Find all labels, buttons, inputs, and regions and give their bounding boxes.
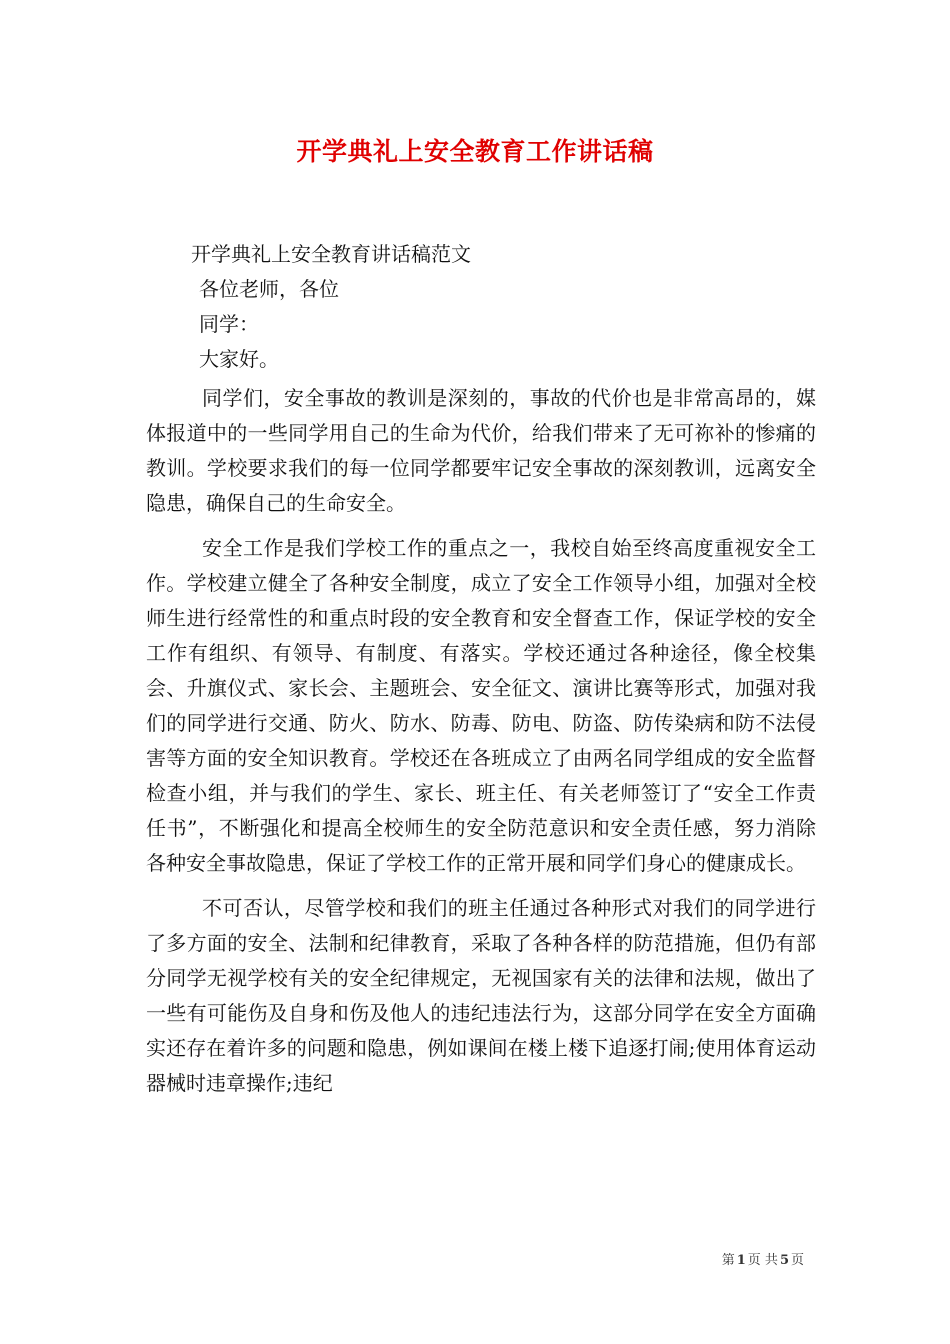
salutation-line-2: 同学： <box>199 312 259 336</box>
footer-prefix: 第 <box>721 1253 735 1268</box>
page-footer <box>722 1249 804 1268</box>
paragraph-3: 不可否认，尽管学校和我们的班主任通过各种形式对我们的同学进行了多方面的安全、法制和纪律教育，采取了各种各样的防范措施，但仍有部分同学无视学校有关的安全纪律规定，无视国家有关的法律和法规，做出了一些有可能伤及自身和伤及他人的违纪违法行为，这部分同学在安全方面确实还存在着许多的问题和隐患，例如课间在楼上楼下追逐打闹;使用体育运动器械时违章操作;违纪 <box>146 896 816 1095</box>
document-title: 开学典礼上安全教育工作讲话稿 <box>296 137 654 166</box>
greeting-line: 大家好。 <box>199 347 279 371</box>
footer-middle: 页 共 <box>747 1253 778 1268</box>
salutation-line: 各位老师，各位 <box>199 277 339 301</box>
footer-total-pages: 5 <box>779 1253 789 1268</box>
document-body <box>146 237 816 1101</box>
footer-suffix: 页 <box>790 1253 804 1268</box>
paragraph-2: 安全工作是我们学校工作的重点之一，我校自始至终高度重视安全工作。学校建立健全了各种安全制度，成立了安全工作领导小组，加强对全校师生进行经常性的和重点时段的安全教育和安全督查工作，保证学校的安全工作有组织、有领导、有制度、有落实。学校还通过各种途径，像全校集会、升旗仪式、家长会、主题班会、安全征文、演讲比赛等形式，加强对我们的同学进行交通、防火、防水、防毒、防电、防盗、防传染病和防不法侵害等方面的安全知识教育。学校还在各班成立了由两名同学组成的安全监督检查小组，并与我们的学生、家长、班主任、有关老师签订了“安全工作责任书”，不断强化和提高全校师生的安全防范意识和安全责任感，努力消除各种安全事故隐患，保证了学校工作的正常开展和同学们身心的健康成长。 <box>146 536 816 875</box>
paragraph-1: 同学们，安全事故的教训是深刻的，事故的代价也是非常高昂的，媒体报道中的一些同学用自己的生命为代价，给我们带来了无可祢补的惨痛的教训。学校要求我们的每一位同学都要牢记安全事故的深刻教训，远离安全隐患，确保自己的生命安全。 <box>146 386 816 515</box>
footer-page-number: 1 <box>736 1253 746 1268</box>
subtitle-line: 开学典礼上安全教育讲话稿范文 <box>191 242 471 266</box>
